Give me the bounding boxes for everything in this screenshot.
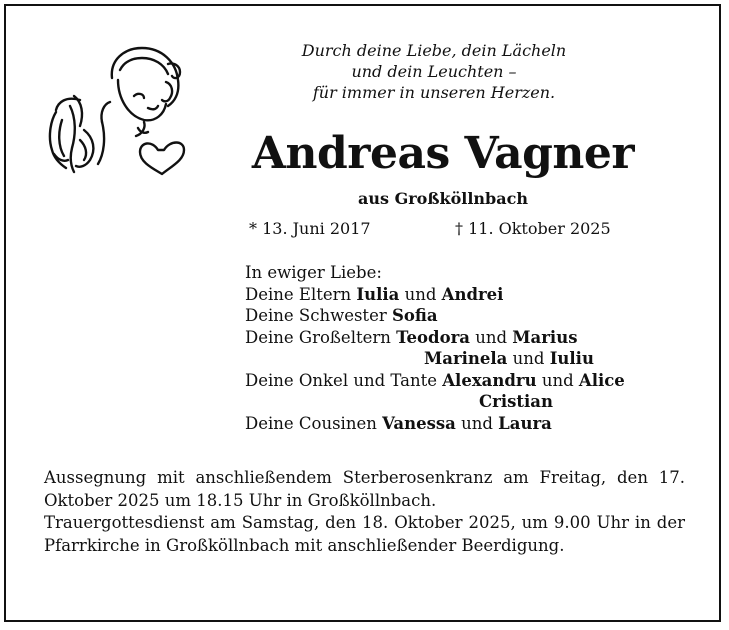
grandparents-label: Deine Großeltern (245, 327, 397, 347)
relative-name: Cristian (479, 392, 553, 411)
memorial-verse (246, 40, 622, 103)
mourners-parents (245, 284, 625, 306)
parent-name: Andrei (441, 284, 504, 304)
grandparent-name: Iuliu (549, 349, 594, 368)
deceased-origin: aus Großköllnbach (358, 189, 528, 208)
cousin-name: Laura (498, 413, 552, 433)
parent-name: Iulia (356, 284, 400, 304)
conjunction: und (399, 284, 442, 304)
sister-name: Sofia (391, 306, 438, 325)
mourners-sister (245, 305, 625, 327)
funeral-paragraph: Trauergottesdienst am Samstag, den 18. Oktober 2025, um 9.00 Uhr in der Pfarrkirche in Großköllnbach mit anschließender Beerdigung. (44, 513, 685, 555)
cousin-name: Vanessa (382, 413, 456, 433)
deceased-name: Andreas Vagner (251, 128, 635, 179)
sister-label: Deine Schwester (245, 306, 392, 325)
mourners-list (245, 262, 625, 434)
grandparent-name: Marius (512, 327, 578, 347)
service-info (44, 467, 685, 557)
mourners-uncles-cont (245, 391, 625, 413)
angel-with-heart-icon (40, 42, 200, 182)
blessing-paragraph: Aussegnung mit anschließendem Sterberosenkranz am Freitag, den 17. Oktober 2025 um 18.15 Uhr in Großköllnbach. (44, 468, 685, 510)
cousins-label: Deine Cousinen (245, 413, 383, 433)
relative-name: Alexandru (442, 370, 537, 390)
mourners-grandparents (245, 327, 625, 349)
conjunction: und (536, 370, 579, 390)
mourners-intro: In ewiger Liebe: (245, 263, 382, 282)
relative-name: Alice (578, 370, 625, 390)
verse-line: Durch deine Liebe, dein Lächeln (301, 41, 567, 60)
conjunction: und (469, 327, 513, 347)
death-date: † 11. Oktober 2025 (455, 219, 611, 238)
conjunction: und (507, 349, 550, 368)
birth-date: * 13. Juni 2017 (249, 219, 371, 238)
verse-line: und dein Leuchten – (351, 62, 517, 81)
conjunction: und (455, 413, 499, 433)
grandparent-name: Teodora (396, 327, 470, 347)
grandparent-name: Marinela (424, 349, 508, 368)
mourners-cousins (245, 413, 625, 435)
uncles-label: Deine Onkel und Tante (245, 370, 443, 390)
verse-line: für immer in unseren Herzen. (312, 83, 556, 102)
mourners-uncles-aunts (245, 370, 625, 392)
mourners-grandparents-cont (245, 348, 625, 370)
parents-label: Deine Eltern (245, 284, 357, 304)
